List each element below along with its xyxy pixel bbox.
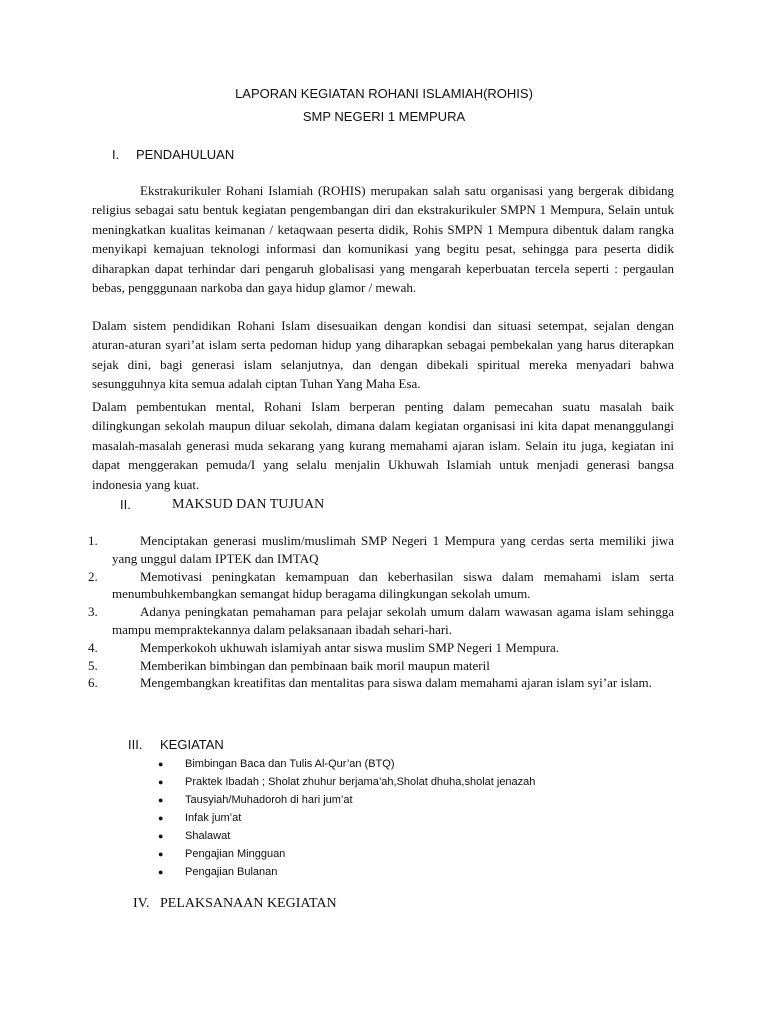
list-item-text: Tausyiah/Muhadoroh di hari jum’at bbox=[185, 794, 353, 806]
list-item bbox=[0, 639, 768, 657]
document-subtitle: SMP NEGERI 1 MEMPURA bbox=[302, 109, 466, 124]
section-title: MAKSUD DAN TUJUAN bbox=[172, 497, 325, 512]
list-item-number: 2. bbox=[88, 568, 98, 584]
list-item bbox=[0, 809, 768, 827]
list-item bbox=[0, 845, 768, 863]
list-item-number: 1. bbox=[88, 533, 98, 548]
section-number: I. bbox=[112, 147, 120, 162]
bullet-icon: ● bbox=[158, 831, 164, 841]
list-item-text: Adanya peningkatan pemahaman para pelajar sekolah umum dalam wawasan agama islam sehingga mampu mempraktekannya dalam pelaksanaan ibadah sehari-hari. bbox=[112, 604, 674, 637]
list-item bbox=[0, 827, 768, 845]
list-item-text: Memotivasi peningkatan kemampuan dan keberhasilan siswa dalam memahami islam serta menumbuhkembangkan semangat hidup beragama dilingkungan sekolah umum. bbox=[112, 568, 674, 602]
list-item-text: Mengembangkan kreatifitas dan mentalitas para siswa dalam memahami ajaran islam syi’ar islam. bbox=[140, 675, 652, 691]
objectives-list bbox=[0, 532, 768, 692]
list-item-number: 5. bbox=[88, 657, 98, 673]
bullet-icon: ● bbox=[158, 867, 164, 877]
bullet-icon: ● bbox=[158, 849, 164, 859]
list-item bbox=[0, 603, 768, 639]
list-item bbox=[0, 674, 768, 692]
section-number: IV. bbox=[133, 896, 150, 911]
list-item bbox=[0, 568, 768, 604]
list-item-number: 4. bbox=[88, 639, 98, 655]
list-item-text: Praktek Ibadah ; Sholat zhuhur berjama’ah,Sholat dhuha,sholat jenazah bbox=[185, 776, 536, 788]
list-item-text: Infak jum’at bbox=[185, 812, 242, 824]
section-title: KEGIATAN bbox=[160, 737, 224, 752]
list-item-number: 3. bbox=[88, 604, 98, 620]
list-item-number: 6. bbox=[88, 675, 98, 691]
list-item bbox=[0, 773, 768, 791]
list-item-text: Pengajian Bulanan bbox=[185, 866, 278, 878]
section-title: PENDAHULUAN bbox=[136, 147, 235, 162]
list-item bbox=[0, 755, 768, 773]
document-title: LAPORAN KEGIATAN ROHANI ISLAMIAH(ROHIS) bbox=[235, 86, 533, 101]
section-number: III. bbox=[128, 737, 143, 752]
paragraph: Dalam sistem pendidikan Rohani Islam disesuaikan dengan kondisi dan situasi setempat, sejalan dengan aturan-aturan syari’at islam serta pedoman hidup yang diharapkan sebagai pembekalan yang harus diterapkan sejak dini, bagi generasi islam selanjutnya, dan dengan dibekali spiritual mereka menyadari bahwa sesungguhnya kita semua adalah ciptan Tuhan Yang Maha Esa. bbox=[92, 318, 674, 392]
section-number: II. bbox=[120, 497, 131, 512]
activities-list bbox=[0, 755, 768, 881]
list-item bbox=[0, 863, 768, 881]
list-item bbox=[0, 791, 768, 809]
paragraph: Ekstrakurikuler Rohani Islamiah (ROHIS) merupakan salah satu organisasi yang bergerak dibidang religius sebagai satu bentuk kegiatan pengembangan diri dan ekstrakurikuler SMPN 1 Mempura, Selain untuk meningkatkan kualitas keimanan / ketaqwaan peserta didik, Rohis SMPN 1 Mempura dibentuk dalam rangka menyikapi kemajuan teknologi informasi dan komunikasi yang begitu pesat, sehingga para peserta didik diharapkan dapat terhindar dari pengaruh globalisasi yang mengarah keperbuatan tercela seperti : pergaulan bebas, pengggunaan narkoba dan gaya hidup glamor / mewah. bbox=[92, 183, 674, 296]
paragraph: Dalam pembentukan mental, Rohani Islam berperan penting dalam pemecahan suatu masalah baik dilingkungan sekolah maupun diluar sekolah, dimana dalam kegiatan organisasi ini kita dapat menanggulangi masalah-masalah generasi muda sekarang yang kurang memahami ajaran islam. Selain itu juga, kegiatan ini dapat menggerakan pemuda/I yang selalu menjalin Ukhuwah Islamiah untuk menjadi generasi bangsa indonesia yang kuat. bbox=[92, 399, 674, 492]
list-item-text: Memperkokoh ukhuwah islamiyah antar siswa muslim SMP Negeri 1 Mempura. bbox=[140, 639, 560, 655]
list-item-text: Bimbingan Baca dan Tulis Al-Qur’an (BTQ) bbox=[185, 758, 395, 770]
list-item bbox=[0, 532, 768, 568]
list-item-text: Memberikan bimbingan dan pembinaan baik moril maupun materil bbox=[140, 657, 490, 673]
bullet-icon: ● bbox=[158, 813, 164, 823]
bullet-icon: ● bbox=[158, 795, 164, 805]
list-item-text: Shalawat bbox=[185, 830, 231, 842]
list-item bbox=[0, 657, 768, 675]
bullet-icon: ● bbox=[158, 759, 164, 769]
list-item-text: Pengajian Mingguan bbox=[185, 848, 286, 860]
list-item-text: Menciptakan generasi muslim/muslimah SMP Negeri 1 Mempura yang cerdas serta memiliki jiwa yang unggul dalam IPTEK dan IMTAQ bbox=[112, 533, 674, 566]
bullet-icon: ● bbox=[158, 777, 164, 787]
section-title: PELAKSANAAN KEGIATAN bbox=[160, 896, 337, 911]
